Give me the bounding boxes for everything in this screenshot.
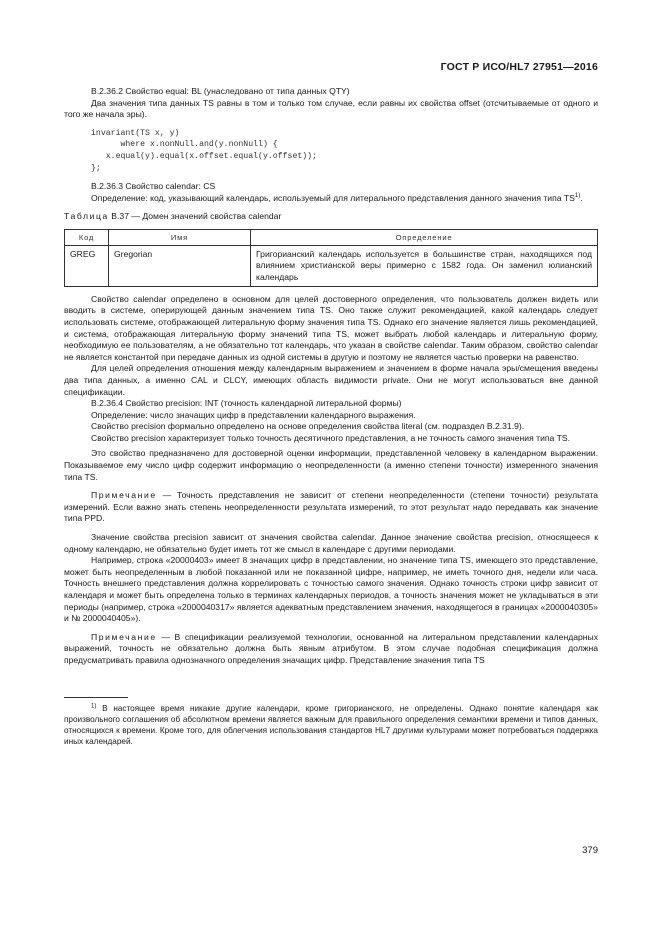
footnote-reference: 1): [574, 192, 581, 199]
paragraph-precision-example: Например, строка «20000403» имеет 8 значащих цифр в представлении, но значение типа TS, имеющего это представление, может быть неопределенным в любой показанной или не показанной цифре, например, не иметь точного дня, недели или часа. Точность внешнего представления должна коррелировать с точностью самого значения. Однако точность строки цифр зависит от календаря и может быть определена только в терминах календарных периодов, а точность значения может не укладываться в эти периоды (например, строка «2000040317» является адекватным представлением значения, находящегося в границах «2000040305» и № 2000040405»).: [64, 555, 598, 624]
cell-code: GREG: [65, 246, 109, 287]
note-precision-uncertainty: Примечание — Точность представления не зависит от степени неопределенности (степени точности) результата измерений. Если важно знать степень неопределенности результата измерений, то этот результат надо передавать как значение типа PPD.: [64, 490, 598, 524]
calendar-domain-table: [64, 229, 598, 287]
note-technology-specification: Примечание — В спецификации реализуемой технологии, основанной на литеральном представлении календарных выражений, точность не обязательно должна быть явным атрибутом. В этом случае подобная спецификация должна предусматривать правила однозначного определения значащих цифр. Представление значения типа TS: [64, 631, 598, 665]
cell-definition: Григорианский календарь используется в большинстве стран, находящихся под влиянием христианской веры примерно с 1582 года. Он заменил юлианский календарь: [251, 246, 598, 287]
footnote: $^{1)}$ В настоящее время никакие другие календари, кроме григорианского, не определены. Однако понятие календаря как произвольного соглашения об абсолютном времени является важным для правильного определения семантики времени и типов данных, относящихся к времени. Кроме того, для облегчения использования стандартов HL7 другими культурами может потребоваться поддержка иных календарей.: [64, 702, 598, 747]
page-number: 379: [582, 845, 598, 856]
section-heading-calendar: B.2.36.3 Свойство calendar: CS: [91, 181, 216, 192]
section-heading-equal: B.2.36.2 Свойство equal: BL (унаследовано от типа данных QTY): [91, 86, 350, 96]
page-content: [64, 86, 598, 747]
paragraph-calendar-purpose: Свойство calendar определено в основном для целей достоверного определения, что пользователь должен видеть или вводить в системе, оперирующей данным значением типа TS. Оно также служит рекомендацией, какой календарь следует использовать системе, отображающей литеральную форму значения типа TS. Однако его значение является лишь рекомендацией, и система, отображающая литеральную форму значений типа TS, может выбрать любой календарь и литеральную форму, необходимую ее пользователям, а не обязательно тот календарь, что указан в свойстве calendar. Таким образом, свойство calendar не является константой при передаче данных из одной системы в другую и поэтому не является частью проверки на равенство.: [64, 293, 598, 362]
paragraph-precision-calendar-dependency: Значение свойства precision зависит от значения свойства calendar. Данное значение свойства precision, относящееся к одному календарю, не обязательно будет иметь тот же смысл в календаре с другими периодами.: [64, 532, 598, 554]
footnote-separator: [64, 697, 128, 698]
note-label: Примечание: [91, 490, 157, 501]
paragraph-calendar-private-types: Для целей определения отношения между календарным выражением и значением в форме начала эры/смещения введены два типа данных, а именно CAL и CLCY, имеющих область видимости private. Они не могут использоваться вне данной спецификации.: [64, 363, 598, 397]
code-line: where x.nonNull.and(y.nonNull) {: [91, 140, 278, 150]
column-header-name: Имя: [109, 229, 251, 245]
note-label: Примечание: [91, 631, 157, 642]
code-line: };: [91, 163, 101, 173]
paragraph-precision-definition: Определение: число значащих цифр в представлении календарного выражения.: [91, 409, 416, 420]
footnote-mark: 1): [91, 702, 97, 709]
code-line: x.equal(y).equal(x.offset.equal(y.offset));: [91, 151, 318, 161]
code-line: invariant(TS x, y): [91, 128, 180, 138]
paragraph-precision-decimal: Свойство precision характеризует только точность десятичного представления, а не точность самого значения типа TS.: [91, 432, 571, 443]
cell-name: Gregorian: [109, 246, 251, 287]
column-header-definition: Определение: [251, 229, 598, 245]
table-header-row: [65, 229, 598, 245]
paragraph-precision-formal: Свойство precision формально определено на основе определения свойства literal (см. подраздел B.2.31.9).: [91, 421, 525, 432]
paragraph-equal-text: Два значения типа данных TS равны в том и только том случае, если равны их свойства offset (отсчитываемые от одного и того же начала эры).: [64, 97, 598, 120]
table-row: [65, 246, 598, 287]
table-caption: Таблица B.37 — Домен значений свойства calendar: [64, 211, 282, 222]
column-header-code: Код: [65, 229, 109, 245]
paragraph-calendar-definition: Определение: код, указывающий календарь, используемый для литерального представления данного значения типа TS$^{1)}$.: [91, 192, 583, 203]
section-heading-precision: B.2.36.4 Свойство precision: INT (точность календарной литеральной формы): [91, 398, 402, 409]
page-header-standard-title: ГОСТ Р ИСО/HL7 27951—2016: [440, 61, 598, 73]
paragraph-precision-purpose: Это свойство предназначено для достоверной оценки информации, представленной человеку в календарном выражении. Показываемое ему число цифр содержит информацию о неопределенности (а именно степени точности) измеренного значения типа TS.: [64, 448, 598, 482]
code-block-invariant: [64, 128, 598, 174]
